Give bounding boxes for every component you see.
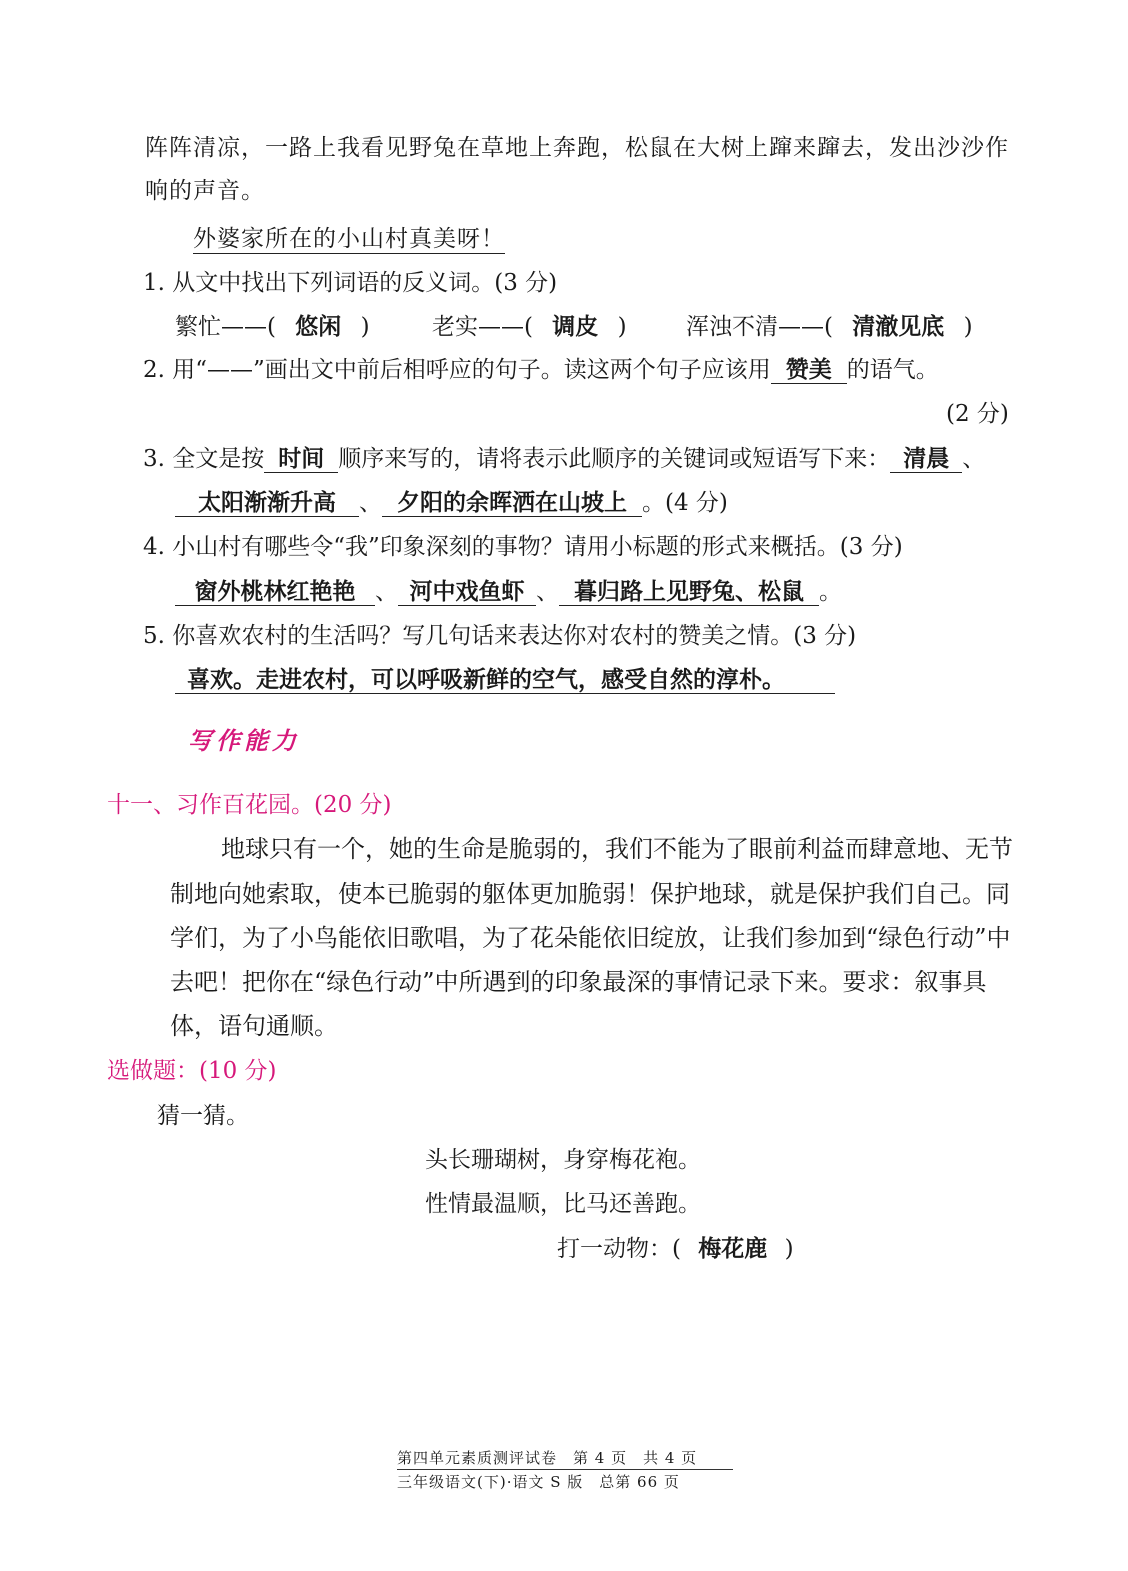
riddle-hint: [557, 1234, 794, 1264]
q11-line-1: 地球只有一个，她的生命是脆弱的，我们不能为了眼前利益而肆意地、无节: [221, 835, 1013, 863]
question-11-title: 十一、习作百花园。(20 分): [107, 792, 392, 818]
q1-word-3: 浑浊不清——(: [686, 314, 833, 340]
riddle-answer: 梅花鹿: [698, 1236, 768, 1262]
passage-line-1: 阵阵清凉，一路上我看见野兔在草地上奔跑，松鼠在大树上蹿来蹿去，发出沙沙作: [145, 135, 1009, 161]
riddle-hint-pre: 打一动物：(: [557, 1236, 681, 1262]
optional-title: 选做题：: [107, 1058, 199, 1084]
q1-word-2: 老实——(: [432, 314, 533, 340]
q11-line-5: 体，语句通顺。: [170, 1012, 338, 1040]
q3-answer-2: 太阳渐渐升高: [175, 490, 359, 517]
q1-answer-3: 清澈见底: [852, 314, 945, 340]
q3-answer-3: 夕阳的余晖洒在山坡上: [382, 490, 642, 517]
question-4-answers: [175, 577, 842, 607]
q1-pair-3: [686, 312, 973, 342]
q1-word-1: 繁忙——(: [175, 314, 276, 340]
q1-pair-2: [432, 312, 627, 342]
q3-sep-1: 、: [962, 446, 986, 472]
question-2: [143, 355, 939, 385]
q11-line-3: 学们，为了小鸟能依旧歌唱，为了花朵能依旧绽放，让我们参加到“绿色行动”中: [170, 924, 1011, 952]
q5-answer: 喜欢。走进农村，可以呼吸新鲜的空气，感受自然的淳朴。: [175, 667, 835, 694]
q3-sep-2: 、: [359, 490, 382, 516]
q1-pair-1: [175, 312, 370, 342]
q1-close-3: ): [963, 314, 973, 340]
footer-divider: [397, 1469, 733, 1470]
q1-answer-2: 调皮: [552, 314, 599, 340]
q4-answer-1: 窗外桃林红艳艳: [175, 579, 375, 606]
q1-answer-1: 悠闲: [295, 314, 342, 340]
riddle-hint-post: ): [784, 1236, 794, 1262]
q4-answer-3: 暮归路上见野兔、松鼠: [559, 579, 819, 606]
q11-line-4: 去吧！把你在“绿色行动”中所遇到的印象最深的事情记录下来。要求：叙事具: [170, 968, 987, 996]
q4-post: 。: [819, 579, 842, 605]
riddle-line-2: 性情最温顺，比马还善跑。: [425, 1191, 701, 1217]
q2-score: (2 分): [946, 401, 1009, 427]
footer-line-1: 第四单元素质测评试卷 第 4 页 共 4 页: [397, 1449, 698, 1467]
riddle-line-1: 头长珊瑚树，身穿梅花袍。: [425, 1147, 701, 1173]
optional-question-title: [107, 1056, 277, 1086]
q3-post: 。(4 分): [642, 490, 728, 516]
q3-answer-order: 时间: [264, 446, 338, 473]
q2-pre: 2. 用“——”画出文中前后相呼应的句子。读这两个句子应该用: [143, 357, 771, 383]
q2-answer: 赞美: [771, 357, 847, 384]
footer-line-2: 三年级语文(下)·语文 S 版 总第 66 页: [397, 1473, 680, 1491]
q11-line-2: 制地向她索取，使本已脆弱的躯体更加脆弱！保护地球，就是保护我们自己。同: [170, 880, 1010, 908]
question-1: 1. 从文中找出下列词语的反义词。(3 分): [143, 270, 558, 296]
q1-close-2: ): [617, 314, 627, 340]
q1-close-1: ): [360, 314, 370, 340]
q4-sep-2: 、: [536, 579, 559, 605]
q2-post: 的语气。: [846, 357, 939, 383]
optional-score: (10 分): [199, 1058, 277, 1084]
q4-sep-1: 、: [375, 579, 398, 605]
q3-pre: 3. 全文是按: [143, 446, 265, 472]
optional-prompt: 猜一猜。: [157, 1103, 249, 1129]
section-heading-writing: 写作能力: [188, 726, 300, 755]
q4-answer-2: 河中戏鱼虾: [398, 579, 536, 606]
question-4: 4. 小山村有哪些令“我”印象深刻的事物？请用小标题的形式来概括。(3 分): [143, 534, 903, 560]
q3-mid: 顺序来写的，请将表示此顺序的关键词或短语写下来：: [338, 446, 891, 472]
passage-line-2: 响的声音。: [145, 178, 265, 204]
q3-answer-1: 清晨: [890, 446, 962, 473]
question-5-answer-line: [175, 665, 835, 695]
question-5: 5. 你喜欢农村的生活吗？写几句话来表达你对农村的赞美之情。(3 分): [143, 623, 857, 649]
question-3-cont: [175, 488, 728, 518]
question-3: [143, 444, 985, 474]
passage-closing-underlined: 外婆家所在的小山村真美呀！: [193, 226, 505, 252]
